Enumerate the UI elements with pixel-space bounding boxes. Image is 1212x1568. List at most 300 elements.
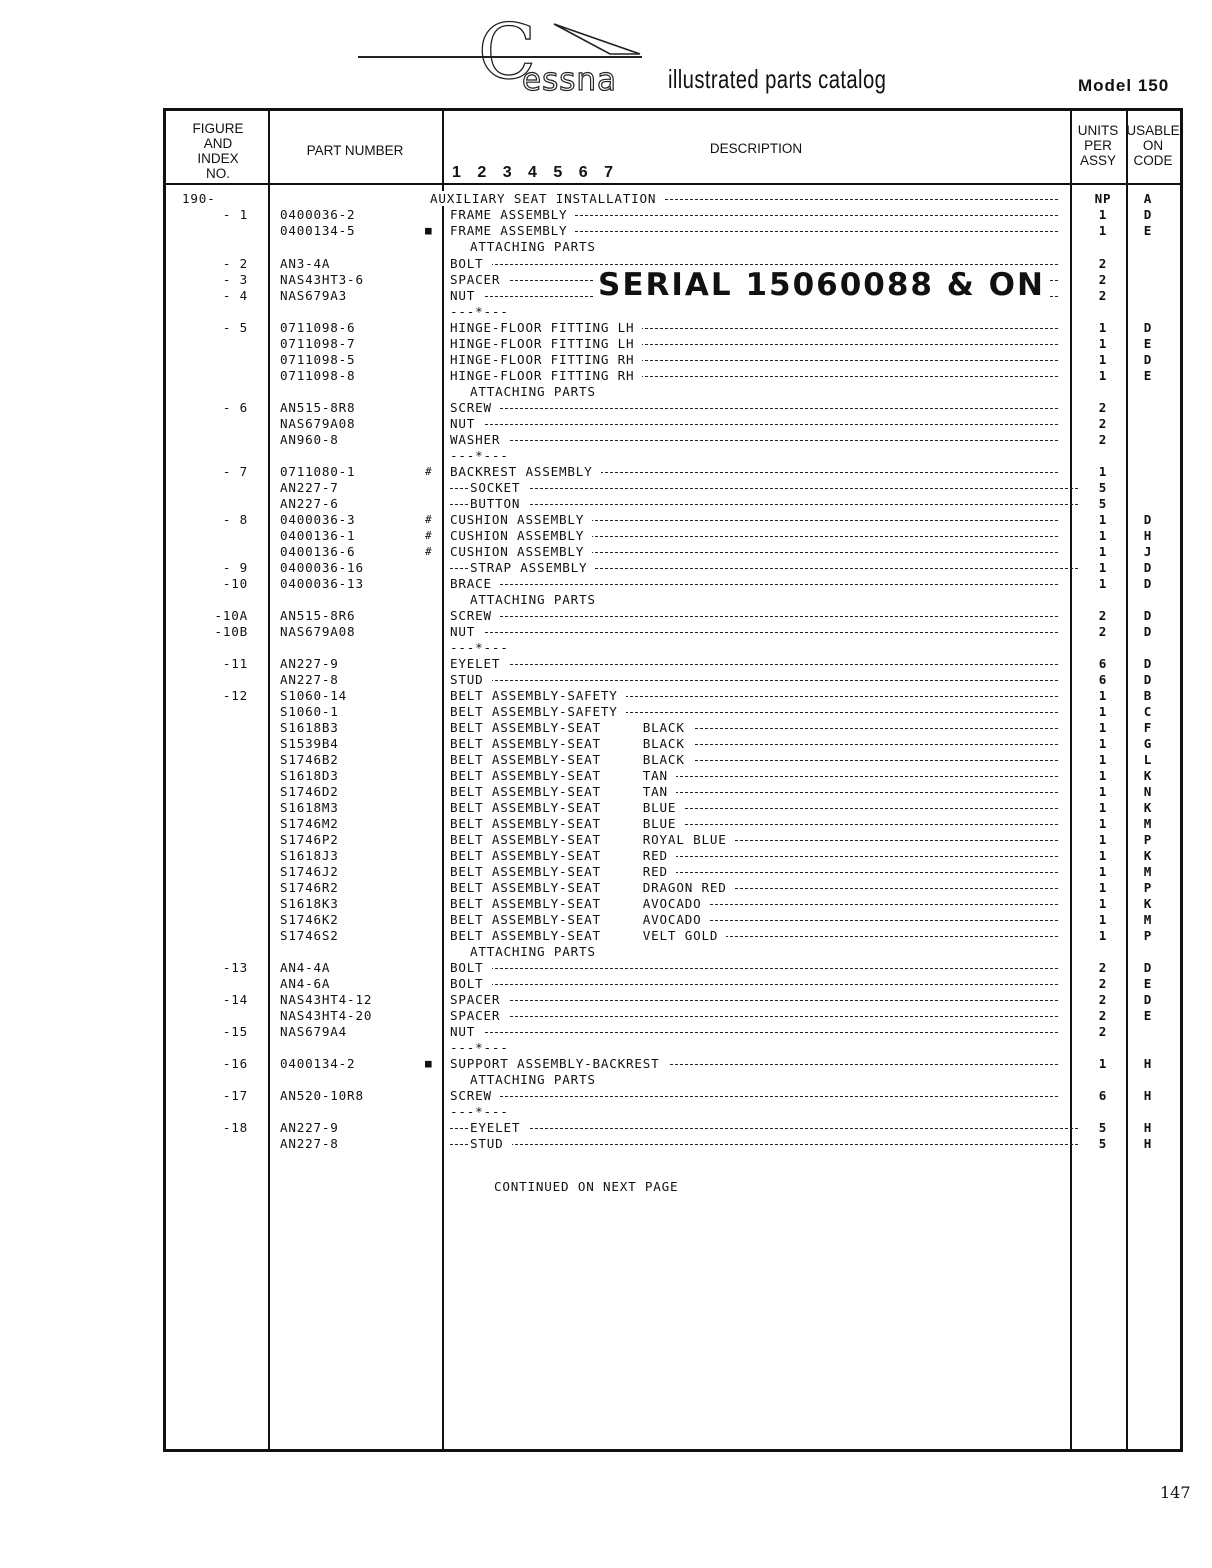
col-header-part-number: PART NUMBER: [306, 143, 404, 158]
description-text: BELT ASSEMBLY-SAFETY: [450, 688, 626, 703]
usable-code: N: [1143, 784, 1153, 799]
usable-code: D: [1143, 672, 1153, 687]
col-header-figure: FIGURE AND INDEX NO.: [192, 121, 244, 181]
description-text: AUXILIARY SEAT INSTALLATION: [430, 191, 664, 206]
usable-code: M: [1143, 816, 1153, 831]
table-row: [166, 496, 1186, 512]
part-number: 0400136-1: [280, 528, 356, 543]
description: [450, 336, 1058, 352]
units-per-assy: 6: [1098, 656, 1108, 671]
units-per-assy: 1: [1098, 704, 1108, 719]
usable-code: D: [1143, 512, 1153, 527]
table-row: [166, 1008, 1186, 1024]
table-row: [166, 592, 1186, 608]
part-number: S1746B2: [280, 752, 339, 767]
logo-letter-c: C: [478, 7, 537, 96]
page-number: 147: [1160, 1483, 1191, 1502]
part-number: 0711098-5: [280, 352, 356, 367]
logo-wing-icon: [550, 22, 642, 58]
part-number: S1746D2: [280, 784, 339, 799]
units-per-assy: 1: [1098, 528, 1108, 543]
index-number: - 3: [222, 272, 248, 287]
usable-code: D: [1143, 320, 1153, 335]
description-text: NUT: [450, 416, 483, 431]
continued-note: CONTINUED ON NEXT PAGE: [494, 1179, 679, 1194]
part-number: AN227-9: [280, 656, 339, 671]
description: [450, 496, 1078, 512]
table-row: [166, 576, 1186, 592]
usable-code: B: [1143, 688, 1153, 703]
description-text: ATTACHING PARTS: [470, 592, 604, 607]
description: [450, 207, 1058, 223]
description: [450, 736, 1058, 752]
description: [450, 576, 1058, 592]
table-row: [166, 912, 1186, 928]
units-per-assy: 1: [1098, 336, 1108, 351]
usable-code: K: [1143, 848, 1153, 863]
units-per-assy: 2: [1098, 416, 1108, 431]
description-text: ---*---: [450, 640, 517, 655]
part-number: S1746R2: [280, 880, 339, 895]
table-row: [166, 432, 1186, 448]
units-per-assy: 1: [1098, 784, 1108, 799]
units-per-assy: 1: [1098, 576, 1108, 591]
description: [450, 672, 1058, 688]
units-per-assy: 1: [1098, 912, 1108, 927]
usable-code: D: [1143, 352, 1153, 367]
usable-code: D: [1143, 656, 1153, 671]
description: [450, 928, 1058, 944]
usable-code: D: [1143, 576, 1153, 591]
part-number: AN4-6A: [280, 976, 331, 991]
index-number: - 4: [222, 288, 248, 303]
part-number: AN227-9: [280, 1120, 339, 1135]
description: [450, 384, 1078, 400]
part-number: 0711080-1: [280, 464, 356, 479]
part-number: S1060-14: [280, 688, 348, 703]
index-number: -12: [222, 688, 248, 703]
serial-stamp: SERIAL 15060088 & ON: [594, 267, 1049, 303]
description: [450, 304, 1058, 320]
description-text: FRAME ASSEMBLY: [450, 207, 575, 222]
description: [450, 416, 1058, 432]
part-symbol: #: [425, 529, 433, 542]
usable-code: E: [1143, 368, 1153, 383]
units-per-assy: 2: [1098, 608, 1108, 623]
usable-code: H: [1143, 1136, 1153, 1151]
usable-code: P: [1143, 880, 1153, 895]
description: [450, 656, 1058, 672]
description: [450, 752, 1058, 768]
units-per-assy: 2: [1098, 960, 1108, 975]
description-text: ---*---: [450, 304, 517, 319]
description: [450, 608, 1058, 624]
table-row: [166, 1104, 1186, 1120]
index-number: -11: [222, 656, 248, 671]
part-number: AN3-4A: [280, 256, 331, 271]
table-row: [166, 512, 1186, 528]
description-text: ATTACHING PARTS: [470, 1072, 604, 1087]
table-row: [166, 464, 1186, 480]
index-number: -15: [222, 1024, 248, 1039]
usable-code: M: [1143, 864, 1153, 879]
units-per-assy: 1: [1098, 896, 1108, 911]
usable-code: D: [1143, 960, 1153, 975]
units-per-assy: 2: [1098, 400, 1108, 415]
table-row: [166, 752, 1186, 768]
part-number: AN227-6: [280, 496, 339, 511]
part-number: S1618J3: [280, 848, 339, 863]
description-text: ---*---: [450, 1104, 517, 1119]
index-number: -18: [222, 1120, 248, 1135]
description: [450, 528, 1058, 544]
description-text: ATTACHING PARTS: [470, 384, 604, 399]
part-number: 0711098-6: [280, 320, 356, 335]
description-text: SPACER: [450, 992, 508, 1007]
part-number: S1539B4: [280, 736, 339, 751]
index-number: -10: [222, 576, 248, 591]
units-per-assy: 1: [1098, 544, 1108, 559]
description: [450, 480, 1078, 496]
usable-code: H: [1143, 1120, 1153, 1135]
units-per-assy: 2: [1098, 992, 1108, 1007]
table-row: [166, 848, 1186, 864]
description: [450, 1120, 1078, 1136]
table-row: [166, 656, 1186, 672]
units-per-assy: NP: [1094, 191, 1112, 206]
table-row: [166, 384, 1186, 400]
description-text: ---*---: [450, 1040, 517, 1055]
units-per-assy: 5: [1098, 480, 1108, 495]
usable-code: E: [1143, 336, 1153, 351]
usable-code: D: [1143, 992, 1153, 1007]
description-text: BELT ASSEMBLY-SEAT VELT GOLD: [450, 928, 726, 943]
index-number: -16: [222, 1056, 248, 1071]
units-per-assy: 1: [1098, 207, 1108, 222]
table-row: [166, 320, 1186, 336]
table-row: [166, 816, 1186, 832]
units-per-assy: 1: [1098, 223, 1108, 238]
description-text: BELT ASSEMBLY-SEAT BLACK: [450, 736, 693, 751]
description: [450, 720, 1058, 736]
description: [450, 960, 1058, 976]
usable-code: D: [1143, 624, 1153, 639]
units-per-assy: 2: [1098, 288, 1108, 303]
description: [450, 800, 1058, 816]
description-text: BELT ASSEMBLY-SEAT RED: [450, 848, 676, 863]
usable-code: F: [1143, 720, 1153, 735]
description: [450, 976, 1058, 992]
part-number: 0400036-13: [280, 576, 364, 591]
units-per-assy: 1: [1098, 560, 1108, 575]
description-text: EYELET: [470, 1120, 528, 1135]
usable-code: K: [1143, 800, 1153, 815]
table-row: [166, 688, 1186, 704]
table-row: [166, 784, 1186, 800]
index-number: - 7: [222, 464, 248, 479]
description-text: SOCKET: [470, 480, 528, 495]
table-row: [166, 608, 1186, 624]
table-row: [166, 560, 1186, 576]
description-text: ATTACHING PARTS: [470, 944, 604, 959]
index-number: - 6: [222, 400, 248, 415]
table-row: [166, 896, 1186, 912]
description-text: BACKREST ASSEMBLY: [450, 464, 601, 479]
table-row: [166, 544, 1186, 560]
description: [430, 191, 1058, 207]
table-row: [166, 880, 1186, 896]
description-text: BOLT: [450, 960, 492, 975]
units-per-assy: 2: [1098, 272, 1108, 287]
description-text: BUTTON: [470, 496, 528, 511]
table-row: [166, 640, 1186, 656]
part-number: S1746P2: [280, 832, 339, 847]
part-number: 0400036-2: [280, 207, 356, 222]
description: [450, 1104, 1058, 1120]
usable-code: K: [1143, 896, 1153, 911]
index-number: - 1: [222, 207, 248, 222]
description-text: STUD: [450, 672, 492, 687]
part-number: 0400134-5: [280, 223, 356, 238]
table-row: [166, 1072, 1186, 1088]
description: [450, 704, 1058, 720]
units-per-assy: 1: [1098, 816, 1108, 831]
part-number: S1746J2: [280, 864, 339, 879]
table-row: [166, 304, 1186, 320]
usable-code: C: [1143, 704, 1153, 719]
description: [450, 464, 1058, 480]
header-rule: [166, 183, 1180, 185]
description-text: SCREW: [450, 400, 500, 415]
units-per-assy: 1: [1098, 720, 1108, 735]
description: [450, 352, 1058, 368]
description: [450, 1040, 1058, 1056]
units-per-assy: 1: [1098, 832, 1108, 847]
description-text: BELT ASSEMBLY-SAFETY: [450, 704, 626, 719]
table-row: [166, 207, 1186, 223]
table-row: [166, 944, 1186, 960]
part-number: AN227-8: [280, 1136, 339, 1151]
usable-code: D: [1143, 608, 1153, 623]
units-per-assy: 1: [1098, 848, 1108, 863]
description: [450, 560, 1078, 576]
description-text: SCREW: [450, 1088, 500, 1103]
units-per-assy: 1: [1098, 736, 1108, 751]
part-symbol: ■: [425, 1057, 433, 1070]
description-text: CUSHION ASSEMBLY: [450, 528, 592, 543]
description-text: BELT ASSEMBLY-SEAT AVOCADO: [450, 896, 709, 911]
description-text: HINGE-FLOOR FITTING RH: [450, 352, 642, 367]
table-row: [166, 672, 1186, 688]
part-number: S1618K3: [280, 896, 339, 911]
description-text: SUPPORT ASSEMBLY-BACKREST: [450, 1056, 668, 1071]
description-text: FRAME ASSEMBLY: [450, 223, 575, 238]
index-number: 190-: [182, 191, 216, 206]
units-per-assy: 1: [1098, 752, 1108, 767]
part-number: S1618D3: [280, 768, 339, 783]
part-number: 0400134-2: [280, 1056, 356, 1071]
col-header-usable: USABLE ON CODE: [1126, 123, 1180, 168]
description: [450, 912, 1058, 928]
table-row: [166, 1056, 1186, 1072]
description-text: BELT ASSEMBLY-SEAT TAN: [450, 768, 676, 783]
units-per-assy: 1: [1098, 688, 1108, 703]
part-number: NAS679A08: [280, 624, 356, 639]
description: [450, 768, 1058, 784]
table-row: [166, 1040, 1186, 1056]
part-symbol: #: [425, 465, 433, 478]
table-row: [166, 480, 1186, 496]
units-per-assy: 1: [1098, 1056, 1108, 1071]
table-row: [166, 736, 1186, 752]
part-number: S1746K2: [280, 912, 339, 927]
description: [450, 816, 1058, 832]
part-number: NAS43HT4-20: [280, 1008, 373, 1023]
description-text: SPACER: [450, 272, 508, 287]
description-text: SPACER: [450, 1008, 508, 1023]
brand-wordmark: essna: [522, 62, 618, 98]
usable-code: H: [1143, 1088, 1153, 1103]
description-text: BELT ASSEMBLY-SEAT BLACK: [450, 720, 693, 735]
description: [450, 400, 1058, 416]
part-number: NAS43HT4-12: [280, 992, 373, 1007]
table-row: [166, 1024, 1186, 1040]
table-row: [166, 528, 1186, 544]
table-row: [166, 1088, 1186, 1104]
usable-code: A: [1143, 191, 1153, 206]
units-per-assy: 1: [1098, 768, 1108, 783]
description: [450, 512, 1058, 528]
description: [450, 1136, 1078, 1152]
description: [450, 223, 1058, 239]
part-number: NAS679A3: [280, 288, 348, 303]
description: [450, 864, 1058, 880]
description-text: BELT ASSEMBLY-SEAT BLACK: [450, 752, 693, 767]
description: [450, 1056, 1058, 1072]
parts-table: [163, 108, 1183, 1452]
part-number: AN227-8: [280, 672, 339, 687]
description: [450, 1024, 1058, 1040]
description: [450, 688, 1058, 704]
part-number: S1618M3: [280, 800, 339, 815]
col-header-units: UNITS PER ASSY: [1077, 123, 1119, 168]
usable-code: D: [1143, 560, 1153, 575]
usable-code: H: [1143, 1056, 1153, 1071]
part-number: 0400036-3: [280, 512, 356, 527]
table-row: [166, 336, 1186, 352]
description-text: HINGE-FLOOR FITTING LH: [450, 320, 642, 335]
part-symbol: ■: [425, 224, 433, 237]
description: [450, 432, 1058, 448]
description: [450, 1088, 1058, 1104]
table-row: [166, 368, 1186, 384]
description-text: ATTACHING PARTS: [470, 239, 604, 254]
model-label: Model 150: [1078, 76, 1170, 95]
description: [450, 848, 1058, 864]
description: [450, 624, 1058, 640]
index-number: - 9: [222, 560, 248, 575]
usable-code: E: [1143, 1008, 1153, 1023]
part-number: NAS679A08: [280, 416, 356, 431]
units-per-assy: 1: [1098, 800, 1108, 815]
table-row: [166, 1136, 1186, 1152]
table-row: [166, 416, 1186, 432]
description: [450, 592, 1078, 608]
description-text: CUSHION ASSEMBLY: [450, 544, 592, 559]
units-per-assy: 1: [1098, 320, 1108, 335]
description: [450, 368, 1058, 384]
usable-code: J: [1143, 544, 1153, 559]
description-text: BELT ASSEMBLY-SEAT DRAGON RED: [450, 880, 735, 895]
part-number: 0711098-8: [280, 368, 356, 383]
catalog-title: illustrated parts catalog: [668, 64, 887, 94]
units-per-assy: 5: [1098, 496, 1108, 511]
usable-code: M: [1143, 912, 1153, 927]
description: [450, 880, 1058, 896]
description-text: NUT: [450, 288, 483, 303]
table-row: [166, 239, 1186, 255]
description-text: BELT ASSEMBLY-SEAT BLUE: [450, 816, 684, 831]
table-row: [166, 768, 1186, 784]
part-number: 0400036-16: [280, 560, 364, 575]
units-per-assy: 1: [1098, 880, 1108, 895]
description-text: EYELET: [450, 656, 508, 671]
units-per-assy: 5: [1098, 1120, 1108, 1135]
description: [450, 1072, 1078, 1088]
description: [450, 784, 1058, 800]
units-per-assy: 6: [1098, 1088, 1108, 1103]
units-per-assy: 1: [1098, 464, 1108, 479]
table-row: [166, 864, 1186, 880]
index-number: -10B: [214, 624, 248, 639]
part-number: 0400136-6: [280, 544, 356, 559]
usable-code: P: [1143, 832, 1153, 847]
units-per-assy: 2: [1098, 624, 1108, 639]
usable-code: H: [1143, 528, 1153, 543]
description-text: BOLT: [450, 256, 492, 271]
index-number: -14: [222, 992, 248, 1007]
units-per-assy: 1: [1098, 352, 1108, 367]
part-number: NAS679A4: [280, 1024, 348, 1039]
part-number: AN515-8R6: [280, 608, 356, 623]
units-per-assy: 2: [1098, 1008, 1108, 1023]
description-text: BRACE: [450, 576, 500, 591]
description: [450, 448, 1058, 464]
description-text: SCREW: [450, 608, 500, 623]
table-row: [166, 448, 1186, 464]
table-row: [166, 624, 1186, 640]
description: [450, 1008, 1058, 1024]
part-number: S1060-1: [280, 704, 339, 719]
description-text: HINGE-FLOOR FITTING RH: [450, 368, 642, 383]
units-per-assy: 1: [1098, 512, 1108, 527]
part-number: AN4-4A: [280, 960, 331, 975]
table-row: [166, 352, 1186, 368]
description: [450, 832, 1058, 848]
part-number: 0711098-7: [280, 336, 356, 351]
table-row: [166, 976, 1186, 992]
table-row: [166, 704, 1186, 720]
description-text: NUT: [450, 624, 483, 639]
units-per-assy: 2: [1098, 1024, 1108, 1039]
units-per-assy: 6: [1098, 672, 1108, 687]
units-per-assy: 1: [1098, 928, 1108, 943]
part-number: AN960-8: [280, 432, 339, 447]
usable-code: G: [1143, 736, 1153, 751]
description-text: BELT ASSEMBLY-SEAT RED: [450, 864, 676, 879]
description: [450, 239, 1078, 255]
index-number: - 2: [222, 256, 248, 271]
